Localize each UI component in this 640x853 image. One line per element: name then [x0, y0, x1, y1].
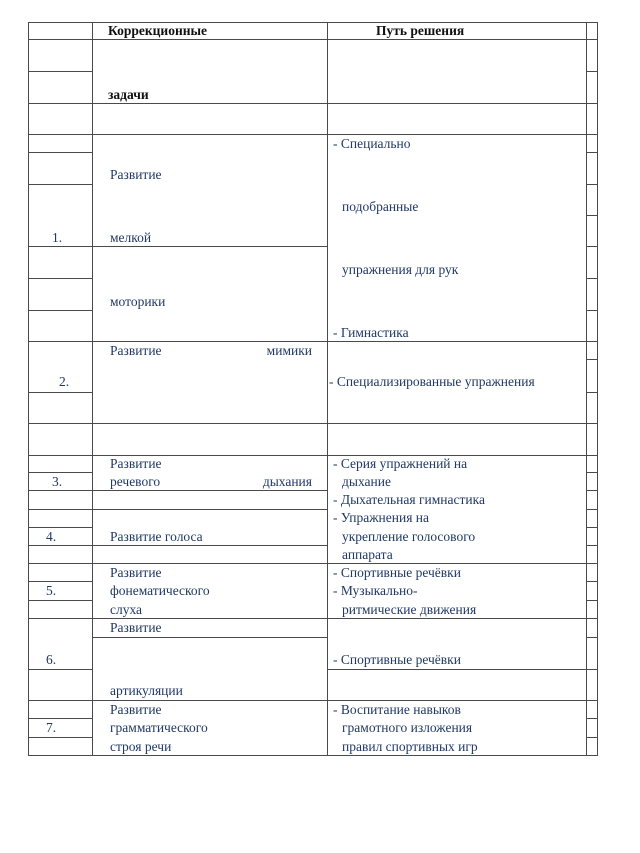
task-text: моторики: [110, 294, 166, 309]
task-text: артикуляции: [110, 683, 183, 698]
row-divider: [28, 310, 92, 311]
row-divider: [586, 39, 597, 40]
row-divider: [586, 509, 597, 510]
row-divider: [28, 134, 92, 135]
solution-text: - Спортивные речёвки: [333, 565, 461, 580]
row-divider: [586, 669, 597, 670]
solution-text: - Специально: [333, 136, 411, 151]
table-border-right: [597, 22, 598, 756]
row-number: 1.: [52, 230, 63, 245]
task-text: строя речи: [110, 739, 172, 754]
row-divider: [28, 509, 92, 510]
row-divider: [327, 700, 586, 701]
row-divider: [28, 737, 92, 738]
row-divider: [586, 737, 597, 738]
task-text: мелкой: [110, 230, 152, 245]
task-word: Развитие: [110, 343, 162, 358]
column-divider: [586, 22, 587, 756]
task-text: Развитие: [110, 167, 162, 182]
row-number: 6.: [46, 652, 57, 667]
row-divider: [586, 472, 597, 473]
header-tasks-title: Коррекционные: [108, 23, 208, 38]
row-divider: [586, 359, 597, 360]
row-divider: [28, 152, 92, 153]
row-divider: [586, 215, 597, 216]
row-number: 3.: [52, 474, 63, 489]
row-divider: [28, 669, 92, 670]
solution-text: - Гимнастика: [333, 325, 409, 340]
row-divider: [586, 545, 597, 546]
task-word: речевого: [110, 474, 161, 489]
row-divider: [92, 103, 327, 104]
row-divider: [28, 563, 92, 564]
row-divider: [92, 423, 327, 424]
row-divider: [92, 341, 327, 342]
solution-text: подобранные: [342, 199, 419, 214]
solution-text: - Дыхательная гимнастика: [333, 492, 485, 507]
column-divider: [327, 22, 328, 756]
row-divider: [28, 527, 92, 528]
task-text: [110, 474, 312, 490]
task-word: дыхания: [262, 474, 312, 489]
row-divider: [327, 134, 586, 135]
row-divider: [327, 669, 586, 670]
solution-text: - Спортивные речёвки: [333, 652, 461, 667]
row-divider: [92, 246, 327, 247]
row-divider: [586, 423, 597, 424]
row-divider: [92, 39, 598, 40]
header-tasks-title-cont: задачи: [108, 87, 149, 102]
header-solution-title: Путь решения: [376, 23, 465, 38]
row-divider: [586, 184, 597, 185]
row-divider: [28, 581, 92, 582]
row-divider: [327, 103, 586, 104]
row-divider: [28, 71, 92, 72]
row-divider: [586, 134, 597, 135]
task-text: Развитие голоса: [110, 529, 203, 544]
row-divider: [28, 392, 92, 393]
solution-text: правил спортивных игр: [342, 739, 478, 754]
row-divider: [28, 341, 92, 342]
task-text: Развитие: [110, 456, 162, 471]
row-divider: [28, 184, 92, 185]
solution-text: упражнения для рук: [342, 262, 459, 277]
row-divider: [28, 618, 92, 619]
row-divider: [28, 490, 92, 491]
row-divider: [586, 637, 597, 638]
solution-text: - Музыкально-: [333, 583, 418, 598]
row-number: 4.: [46, 529, 57, 544]
task-word: мимики: [266, 343, 312, 358]
solution-text: аппарата: [342, 547, 393, 562]
row-divider: [28, 103, 92, 104]
row-divider: [92, 618, 327, 619]
row-divider: [92, 637, 327, 638]
row-divider: [327, 563, 586, 564]
row-divider: [586, 71, 597, 72]
task-text: Развитие: [110, 565, 162, 580]
row-divider: [92, 509, 327, 510]
row-divider: [92, 563, 327, 564]
solution-text: - Воспитание навыков: [333, 702, 461, 717]
row-divider: [586, 700, 597, 701]
row-divider: [586, 455, 597, 456]
row-number: 7.: [46, 720, 57, 735]
row-divider: [28, 700, 92, 701]
row-divider: [92, 545, 327, 546]
solution-text: - Специализированные упражнения: [329, 374, 535, 389]
solution-text: грамотного изложения: [342, 720, 473, 735]
row-divider: [586, 103, 597, 104]
row-divider: [586, 600, 597, 601]
task-text: слуха: [110, 602, 143, 617]
row-divider: [28, 455, 92, 456]
row-divider: [327, 423, 586, 424]
row-divider: [586, 718, 597, 719]
row-divider: [28, 246, 92, 247]
row-divider: [327, 618, 586, 619]
row-divider: [586, 246, 597, 247]
row-divider: [92, 134, 327, 135]
task-text: фонематического: [110, 583, 210, 598]
solution-text: - Серия упражнений на: [333, 456, 468, 471]
row-divider: [586, 490, 597, 491]
row-number: 5.: [46, 583, 57, 598]
solution-text: ритмические движения: [342, 602, 477, 617]
row-divider: [586, 341, 597, 342]
table-border-bottom: [28, 755, 598, 756]
task-text: Развитие: [110, 702, 162, 717]
task-text: Развитие: [110, 620, 162, 635]
row-divider: [586, 310, 597, 311]
row-divider: [586, 278, 597, 279]
row-divider: [586, 152, 597, 153]
row-divider: [28, 545, 92, 546]
row-divider: [28, 600, 92, 601]
row-divider: [327, 341, 586, 342]
row-divider: [28, 278, 92, 279]
row-divider: [92, 700, 327, 701]
row-divider: [586, 563, 597, 564]
solution-text: дыхание: [342, 474, 391, 489]
column-divider: [92, 22, 93, 756]
row-divider: [586, 581, 597, 582]
task-text: грамматического: [110, 720, 208, 735]
solution-text: укрепление голосового: [342, 529, 476, 544]
row-divider: [586, 618, 597, 619]
row-divider: [28, 423, 92, 424]
row-number: 2.: [59, 374, 70, 389]
row-divider: [586, 527, 597, 528]
row-divider: [28, 472, 92, 473]
table-border-left: [28, 22, 29, 756]
row-divider: [28, 718, 92, 719]
task-text: [110, 343, 312, 359]
row-divider: [586, 392, 597, 393]
solution-text: - Упражнения на: [333, 510, 430, 525]
row-divider: [28, 39, 92, 40]
row-divider: [92, 490, 327, 491]
